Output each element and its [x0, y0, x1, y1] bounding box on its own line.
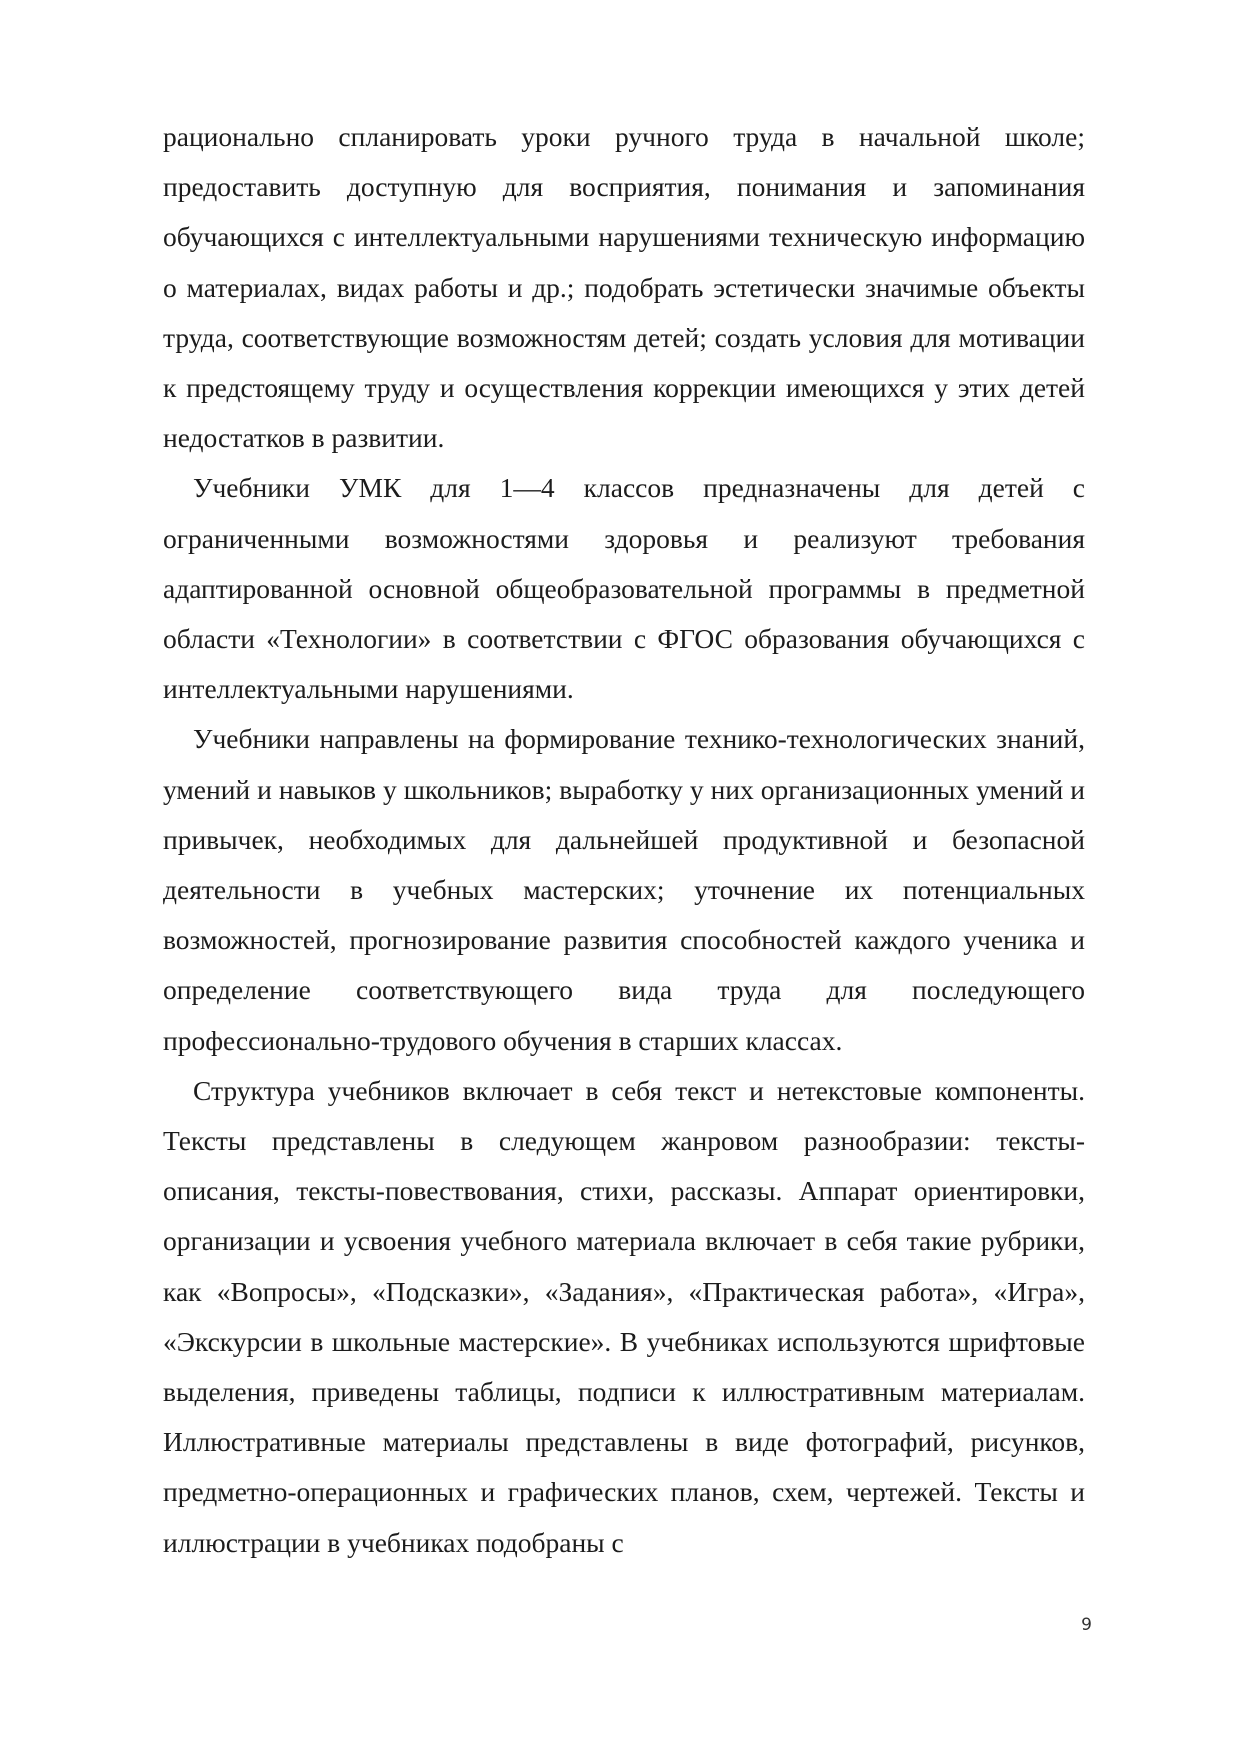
paragraph-umk-textbooks: Учебники УМК для 1—4 классов предназначены для детей с ограниченными возможностями здоровья и реализуют требования адаптированной основной общеобразовательной программы в предметной области «Технологии» в соответствии с ФГОС образования обучающихся с интеллектуальными нарушениями. — [163, 472, 1085, 705]
paragraph-textbook-structure: Структура учебников включает в себя текст и нетекстовые компоненты. Тексты представлены в следующем жанровом разнообразии: тексты-описания, тексты-повествования, стихи, рассказы. Аппарат ориентировки, организации и усвоения учебного материала включает в себя такие рубрики, как «Вопросы», «Подсказки», «Задания», «Практическая работа», «Игра», «Экскурсии в школьные мастерские». В учебниках используются шрифтовые выделения, приведены таблицы, подписи к иллюстративным материалам. Иллюстративные материалы представлены в виде фотографий, рисунков, предметно-операционных и графических планов, схем, чертежей. Тексты и иллюстрации в учебниках подобраны с — [163, 1074, 1085, 1558]
paragraph-textbook-goals: Учебники направлены на формирование технико-технологических знаний, умений и навыков у школьников; выработку у них организационных умений и привычек, необходимых для дальнейшей продуктивной и безопасной деятельности в учебных мастерских; уточнение их потенциальных возможностей, прогнозирование развития способностей каждого ученика и определение соответствующего вида труда для последующего профессионально-трудового обучения в старших классах. — [163, 723, 1085, 1056]
paragraph-continuation: рационально спланировать уроки ручного труда в начальной школе; предоставить доступную для восприятия, понимания и запоминания обучающихся с интеллектуальными нарушениями техническую информацию о материалах, видах работы и др.; подобрать эстетически значимые объекты труда, соответствующие возможностям детей; создать условия для мотивации к предстоящему труду и осуществления коррекции имеющихся у этих детей недостатков в развитии. — [163, 121, 1085, 454]
page-number: 9 — [1081, 1615, 1092, 1635]
document-body — [163, 112, 1085, 1568]
